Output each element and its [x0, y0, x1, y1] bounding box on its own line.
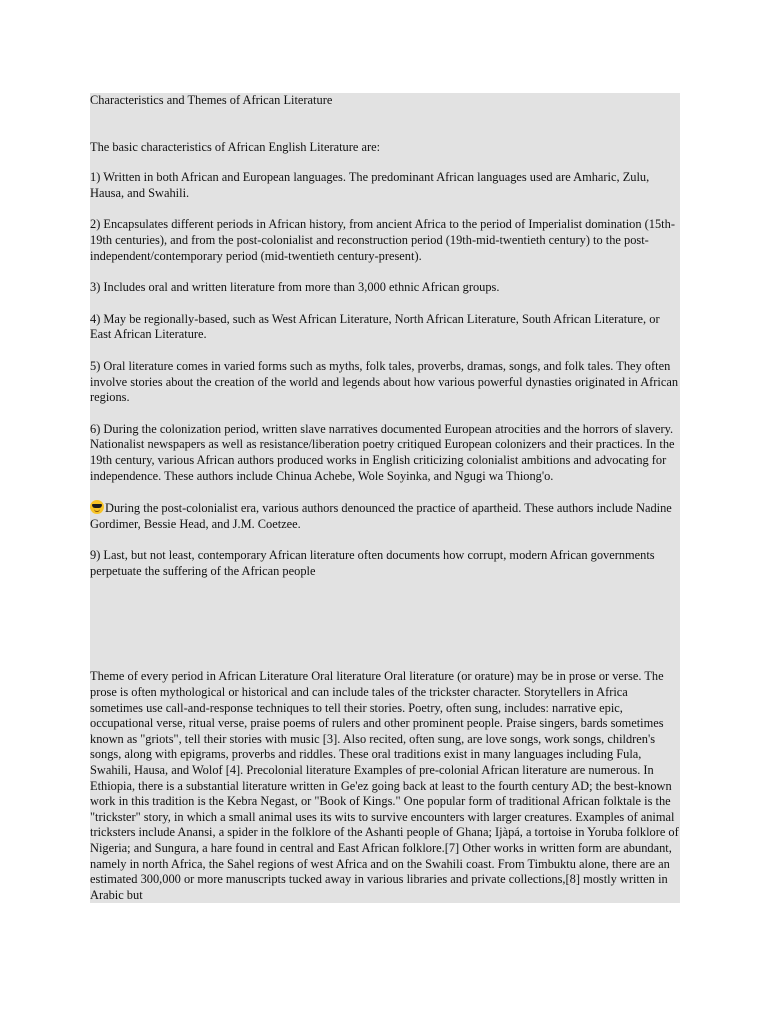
- characteristic-item: 2) Encapsulates different periods in African history, from ancient Africa to the period of Imperialist domination (15th-19th centuries), and from the post-colonialist and reconstruction period (19th-mid-twentieth century) to the post-independent/contemporary period (mid-twentieth century-present).: [90, 217, 675, 263]
- document-title: Characteristics and Themes of African Literature: [90, 93, 333, 107]
- characteristic-item: 6) During the colonization period, written slave narratives documented European atrocities and the horrors of slavery. Nationalist newspapers as well as resistance/liberation poetry critiqued European colonizers and their practices. In the 19th century, various African authors produced works in English criticizing colonialist ambitions and advocating for independence. These authors include Chinua Achebe, Wole Soyinka, and Ngugi wa Thiong'o.: [90, 421, 675, 483]
- characteristic-item: 3) Includes oral and written literature from more than 3,000 ethnic African groups.: [90, 280, 500, 295]
- characteristic-item: 4) May be regionally-based, such as West African Literature, North African Literature, South African Literature, or East African Literature.: [90, 311, 660, 342]
- theme-paragraph: Theme of every period in African Literature Oral literature Oral literature (or orature) may be in prose or verse. The prose is often mythological or historical and can include tales of the trickster character. Storytellers in Africa sometimes use call-and-response techniques to tell their stories. Poetry, often sung, includes: narrative epic, occupational verse, ritual verse, praise poems of rulers and other prominent people. Praise singers, bards sometimes known as "griots", tell their stories with music [3]. Also recited, often sung, are love songs, work songs, children's songs, along with epigrams, proverbs and riddles. These oral traditions exist in many languages including Fula, Swahili, Hausa, and Wolof [4]. Precolonial literature Examples of pre-colonial African literature are numerous. In Ethiopia, there is a substantial literature written in Ge'ez going back at least to the fourth century AD; the best-known work in this tradition is the Kebra Negast, or "Book of Kings." One popular form of traditional African folktale is the "trickster" story, in which a small animal uses its wits to survive encounters with larger creatures. Examples of animal tricksters include Anansi, a spider in the folklore of the Ashanti people of Ghana; Ijàpá, a tortoise in Yoruba folklore of Nigeria; and Sungura, a hare found in central and East African folklore.[7] Other works in written form are abundant, namely in north Africa, the Sahel regions of west Africa and on the Swahili coast. From Timbuktu alone, there are an estimated 300,000 or more manuscripts tucked away in various libraries and private collections,[8] mostly written in Arabic but: [90, 669, 679, 902]
- intro-text: The basic characteristics of African English Literature are:: [90, 139, 381, 154]
- characteristic-item: 5) Oral literature comes in varied forms such as myths, folk tales, proverbs, dramas, songs, and folk tales. They often involve stories about the creation of the world and legends about how various powerful dynasties originated in African regions.: [90, 358, 679, 405]
- characteristic-item: 1) Written in both African and European languages. The predominant African languages used are Amharic, Zulu, Hausa, and Swahili.: [90, 170, 650, 200]
- characteristic-item: [90, 500, 680, 532]
- blank-spacer: [90, 579, 680, 669]
- characteristic-item-text: During the post-colonialist era, various authors denounced the practice of apartheid. These authors include Nadine Gordimer, Bessie Head, and J.M. Coetzee.: [90, 501, 672, 531]
- document-page: [90, 93, 680, 903]
- characteristic-item: 9) Last, but not least, contemporary African literature often documents how corrupt, modern African governments perpetuate the suffering of the African people: [90, 548, 655, 578]
- sunglasses-emoji-icon: [90, 500, 104, 514]
